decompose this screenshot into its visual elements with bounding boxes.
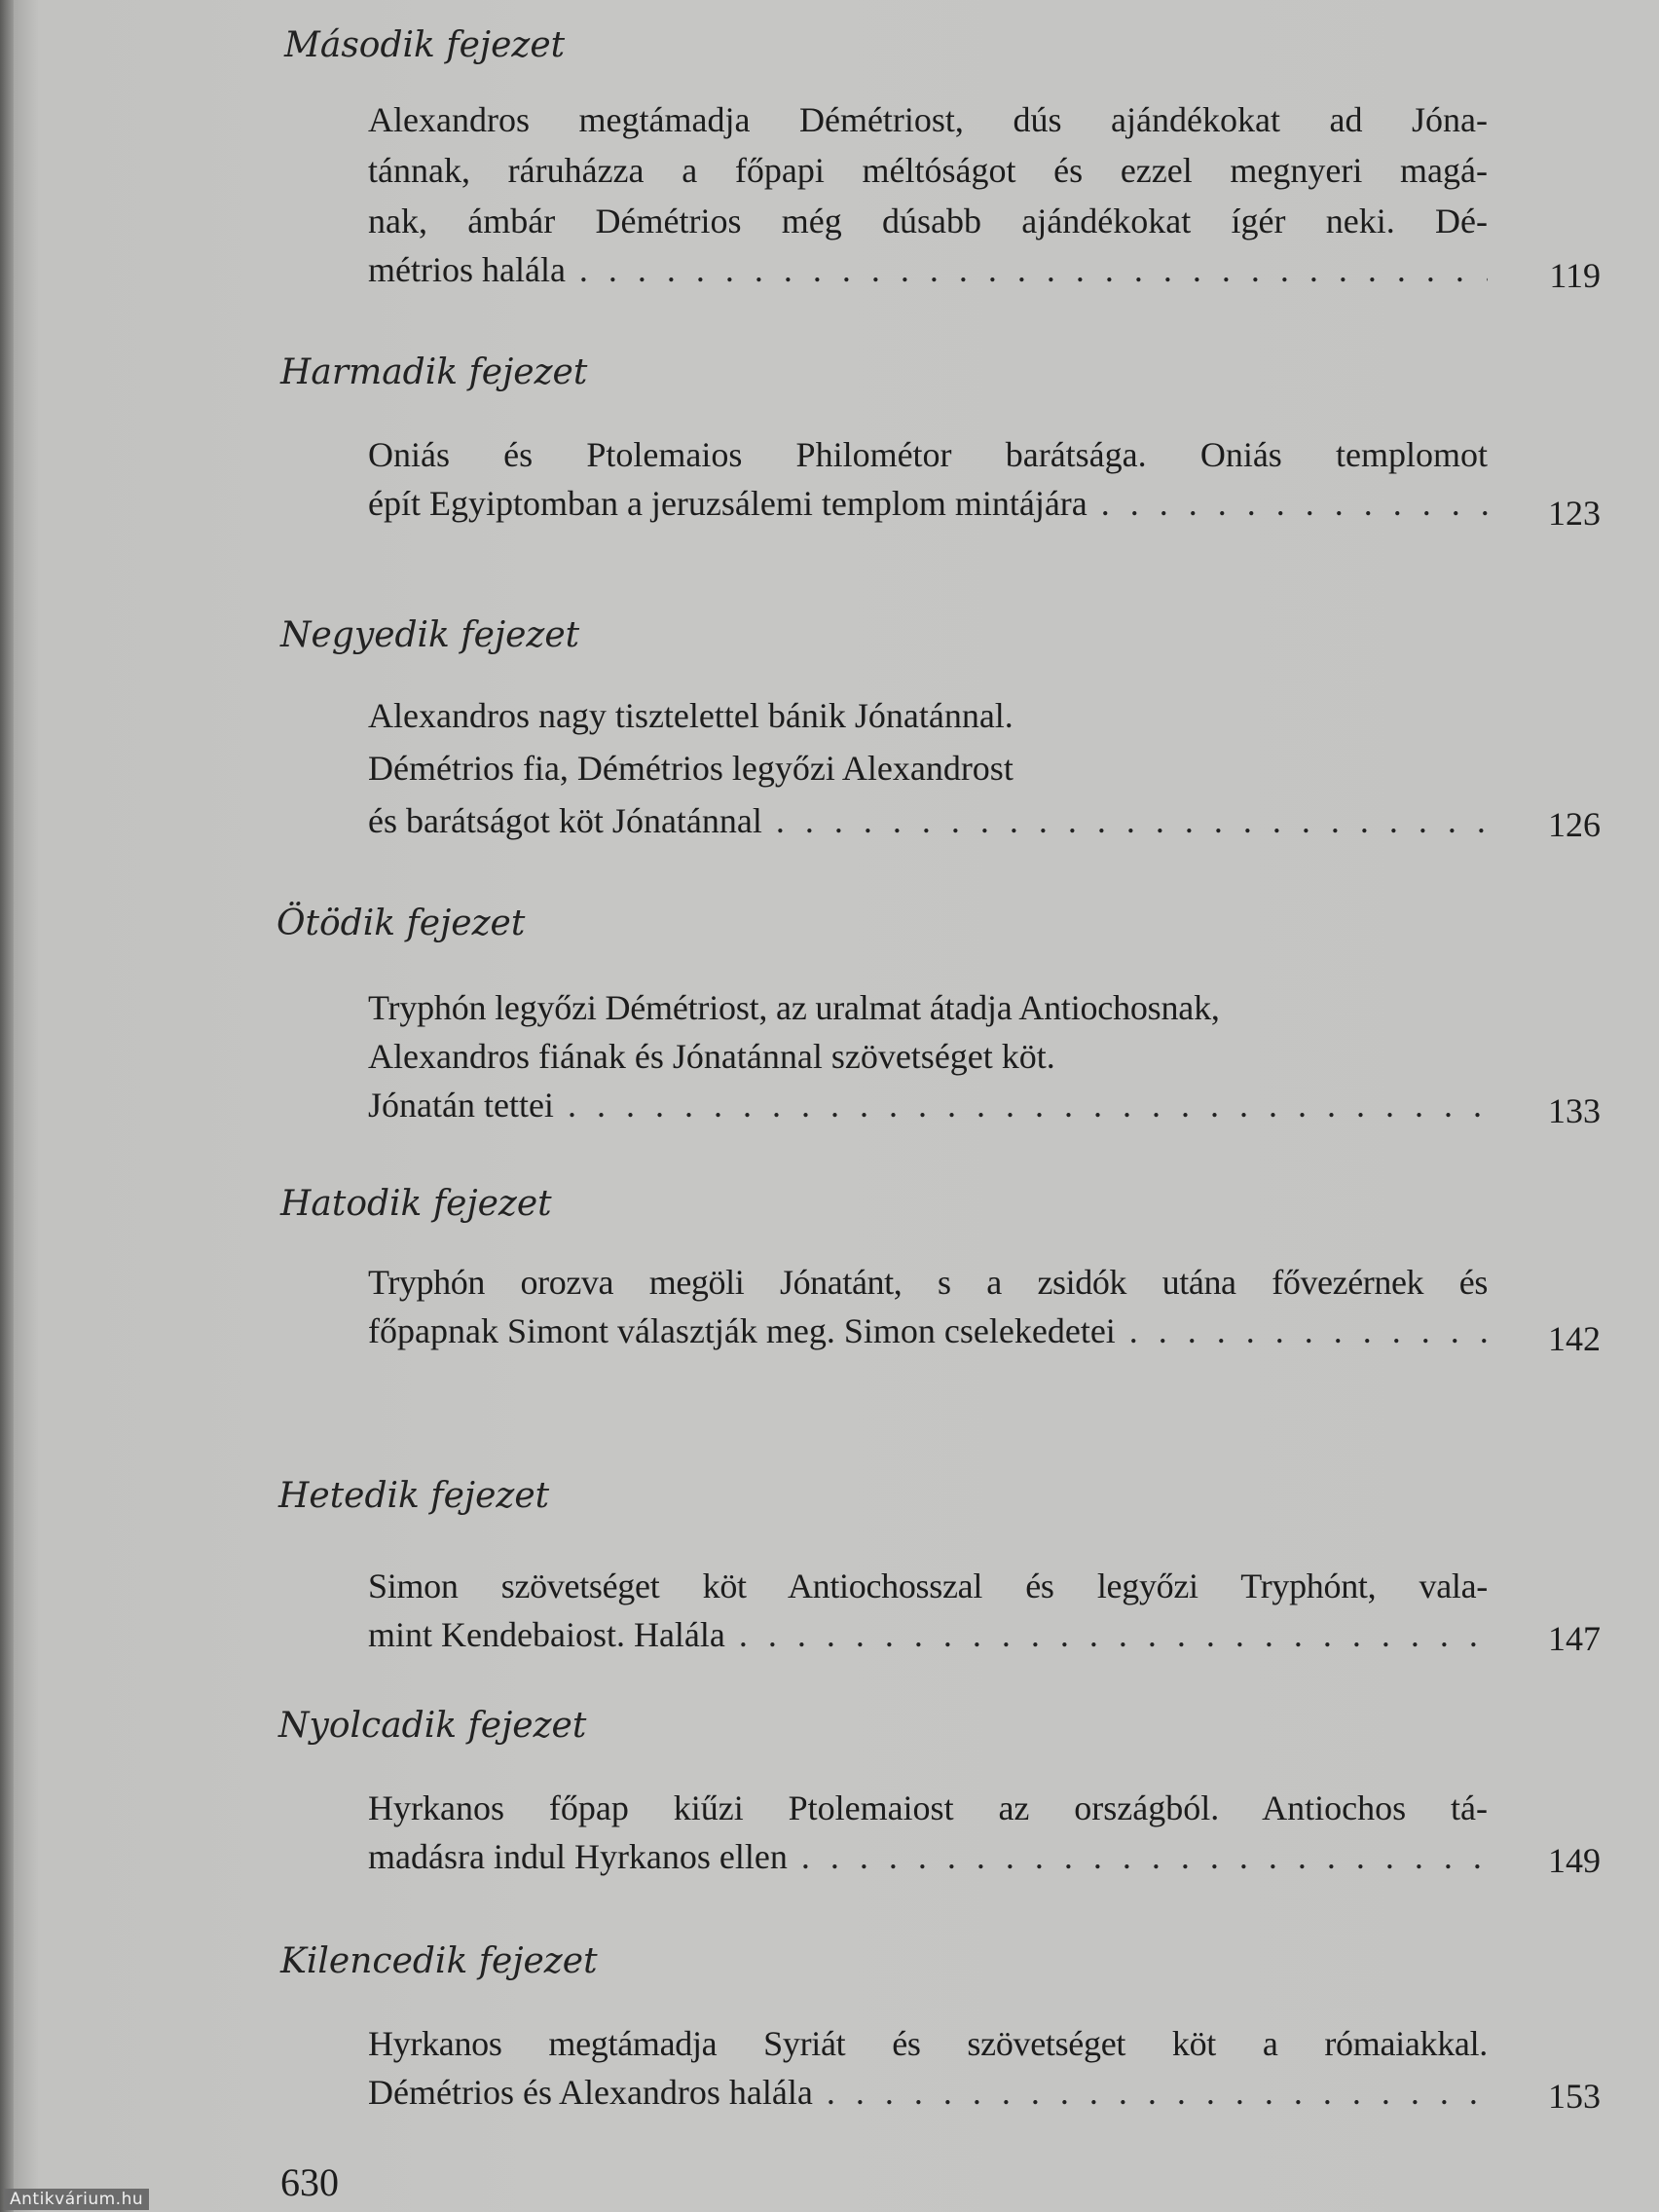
entry-text-line: Tryphón legyőzi Démétriost, az uralmat átadja Antiochosnak, xyxy=(368,988,1220,1027)
entry-text-line: Démétrios és Alexandros halála xyxy=(368,2073,813,2112)
entry-last-line xyxy=(368,2070,1488,2115)
entry-text-line: madásra indul Hyrkanos ellen xyxy=(368,1837,788,1876)
watermark: Antikvárium.hu xyxy=(4,2189,149,2210)
page-number: 630 xyxy=(280,2160,339,2204)
entry-text-line: főpapnak Simont választják meg. Simon cselekedetei xyxy=(368,1311,1116,1350)
dot-leader xyxy=(801,1834,1488,1879)
entry-text-line: Alexandros fiának és Jónatánnal szövetséget köt. xyxy=(368,1037,1055,1076)
chapter-heading: Hetedik fejezet xyxy=(278,1476,550,1516)
chapter-heading: Ötödik fejezet xyxy=(276,903,526,943)
entry-last-line xyxy=(368,1309,1488,1353)
dot-leader xyxy=(1129,1309,1488,1353)
dot-leader xyxy=(776,798,1488,843)
entry-text-line: Hyrkanos megtámadja Syriát és szövetséget köt a rómaiakkal. xyxy=(368,2024,1488,2063)
page-reference: 126 xyxy=(1548,805,1601,844)
dot-leader xyxy=(1101,481,1488,526)
entry-last-line xyxy=(368,1612,1488,1657)
entry-text-line: Tryphón orozva megöli Jónatánt, s a zsidók utána fővezérnek és xyxy=(368,1263,1488,1302)
entry-last-line xyxy=(368,1083,1488,1127)
chapter-heading: Hatodik fejezet xyxy=(280,1184,552,1224)
page-edge xyxy=(0,0,14,2212)
entry-text-line: Alexandros nagy tisztelettel bánik Jónatánnal. xyxy=(368,696,1014,735)
chapter-heading: Harmadik fejezet xyxy=(280,352,588,392)
page-reference: 147 xyxy=(1548,1619,1601,1658)
chapter-heading: Negyedik fejezet xyxy=(280,615,580,655)
page-reference: 119 xyxy=(1549,256,1601,295)
entry-text-line: Démétrios fia, Démétrios legyőzi Alexandrost xyxy=(368,749,1014,788)
chapter-heading: Nyolcadik fejezet xyxy=(278,1706,587,1746)
page-reference: 149 xyxy=(1548,1841,1601,1880)
entry-text-line: Simon szövetséget köt Antiochosszal és legyőzi Tryphónt, vala- xyxy=(368,1567,1488,1605)
chapter-heading: Második fejezet xyxy=(284,25,566,65)
dot-leader xyxy=(579,247,1488,292)
entry-text-line: Jónatán tettei xyxy=(368,1086,554,1124)
entry-text-line: métrios halála xyxy=(368,250,566,289)
page-reference: 153 xyxy=(1548,2077,1601,2116)
entry-text-line: tánnak, ráruházza a főpapi méltóságot és ezzel megnyeri magá- xyxy=(368,151,1488,190)
entry-last-line xyxy=(368,798,1488,843)
entry-last-line xyxy=(368,481,1488,526)
entry-text-line: nak, ámbár Démétrios még dúsabb ajándékokat ígér neki. Dé- xyxy=(368,202,1488,240)
entry-text-line: épít Egyiptomban a jeruzsálemi templom mintájára xyxy=(368,484,1088,523)
page-reference: 123 xyxy=(1548,494,1601,533)
entry-last-line xyxy=(368,1834,1488,1879)
entry-text-line: Oniás és Ptolemaios Philométor barátsága. Oniás templomot xyxy=(368,435,1488,474)
entry-text-line: mint Kendebaiost. Halála xyxy=(368,1615,725,1654)
dot-leader xyxy=(739,1612,1488,1657)
dot-leader xyxy=(827,2070,1488,2115)
entry-text-line: Alexandros megtámadja Démétriost, dús ajándékokat ad Jóna- xyxy=(368,100,1488,139)
entry-last-line xyxy=(368,247,1488,292)
entry-text-line: Hyrkanos főpap kiűzi Ptolemaiost az országból. Antiochos tá- xyxy=(368,1788,1488,1827)
chapter-heading: Kilencedik fejezet xyxy=(280,1941,598,1981)
entry-text-line: és barátságot köt Jónatánnal xyxy=(368,801,762,840)
dot-leader xyxy=(568,1083,1488,1127)
page-reference: 133 xyxy=(1548,1091,1601,1130)
page-reference: 142 xyxy=(1548,1319,1601,1358)
